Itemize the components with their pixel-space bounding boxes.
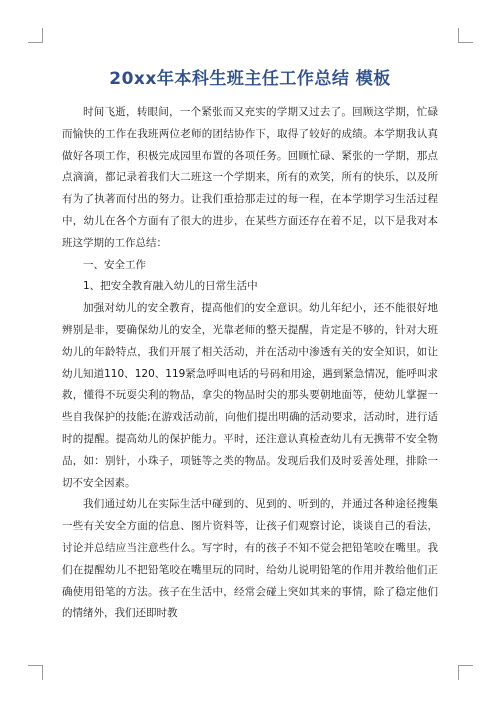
section-heading: 一、安全工作	[83, 258, 146, 271]
crop-mark-top-right	[458, 28, 473, 43]
crop-mark-top-left	[28, 28, 43, 43]
document-title: 20xx年本科生班主任工作总结 模板	[109, 69, 391, 89]
document-body	[62, 102, 438, 625]
paragraph-safety-information: 我们通过幼儿在实际生活中碰到的、见到的、听到的，并通过各种途径搜集一些有关安全方面的信息、图片资料等，让孩子们观察讨论，谈谈自己的看法，讨论并总结应当注意些什么。写字时，有的孩子不知不觉会把铅笔咬在嘴里。我们在提醒幼儿不把铅笔咬在嘴里玩的同时，给幼儿说明铅笔的作用并教给他们正确使用铅笔的方法。孩子在生活中，经常会碰上突如其来的事情，除了稳定他们的情绪外，我们还即时教	[62, 498, 438, 620]
crop-mark-bottom-left	[28, 665, 43, 680]
paragraph-safety-education: 加强对幼儿的安全教育，提高他们的安全意识。幼儿年纪小，还不能很好地辨别是非，要确保幼儿的安全，光靠老师的整天提醒，肯定是不够的，针对大班幼儿的年龄特点，我们开展了相关活动，并在活动中渗透有关的安全知识，如让幼儿知道110、120、119紧急呼叫电话的号码和用途，遇到紧急情况，能呼叫求救，懂得不玩耍尖利的物品，拿尖的物品时尖的那头要朝地面等，使幼儿掌握一些自我保护的技能;在游戏活动前，向他们提出明确的活动要求，活动时，进行适时的提醒。提高幼儿的保护能力。平时，还注意认真检查幼儿有无携带不安全物品，如：别针，小珠子，项链等之类的物品。发现后我们及时妥善处理，排除一切不安全因素。	[62, 302, 438, 489]
subsection-heading: 1、把安全教育融入幼儿的日常生活中	[83, 280, 258, 293]
crop-mark-bottom-right	[458, 665, 473, 680]
paragraph-intro: 时间飞逝，转眼间，一个紧张而又充实的学期又过去了。回顾这学期，忙碌而愉快的工作在我班两位老师的团结协作下，取得了较好的成绩。本学期我认真做好各项工作，积极完成园里布置的各项任务。回顾忙碌、紧张的一学期，那点点滴滴，都记录着我们大二班这一个学期来，所有的欢笑，所有的快乐，以及所有为了执著而付出的努力。让我们重拾那走过的每一程，在本学期学习生活过程中，幼儿在各个方面有了很大的进步，在某些方面还存在着不足，以下是我对本班这学期的工作总结：	[62, 106, 438, 249]
